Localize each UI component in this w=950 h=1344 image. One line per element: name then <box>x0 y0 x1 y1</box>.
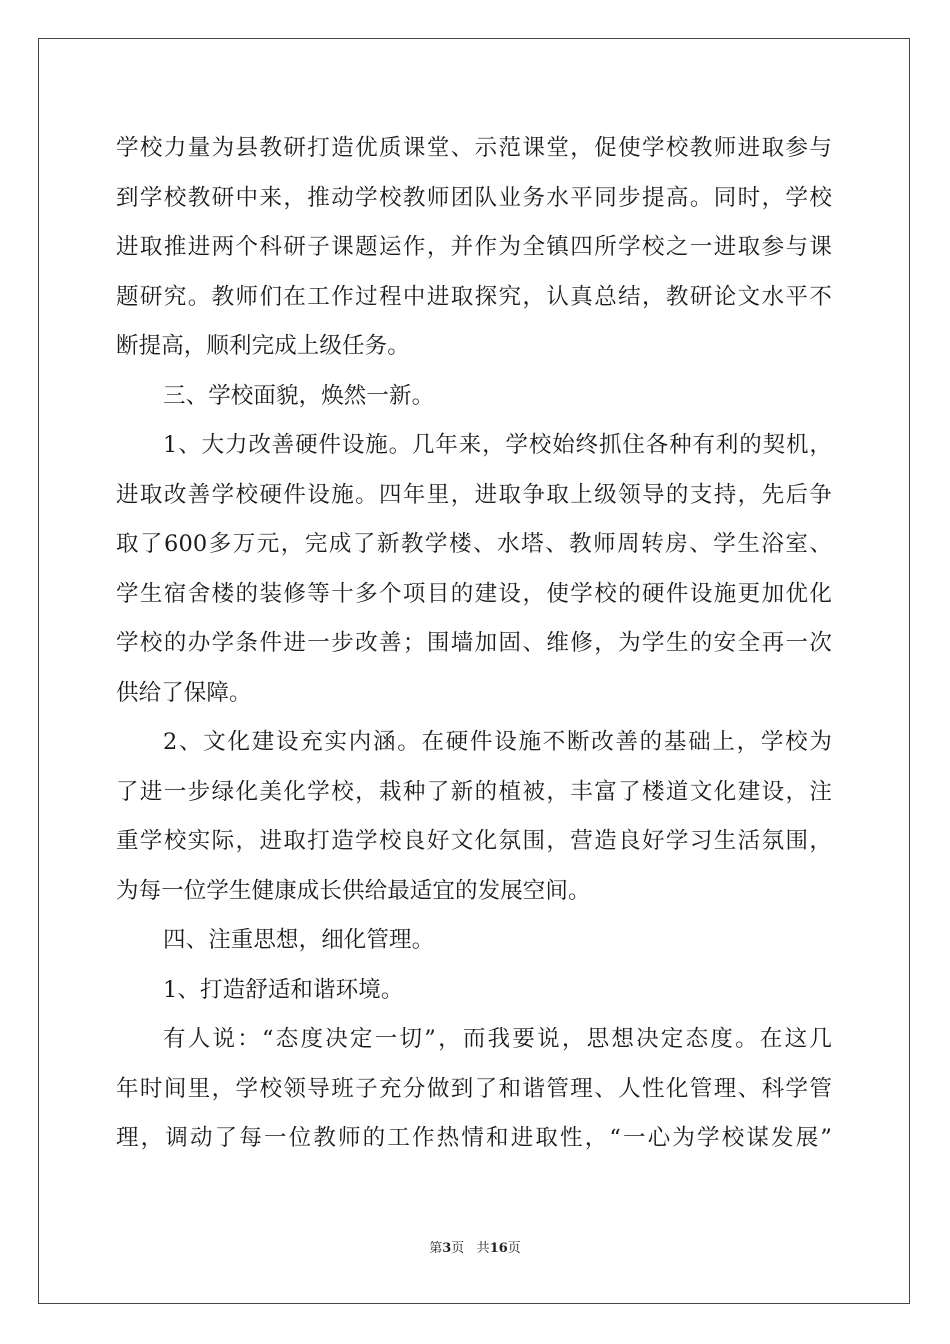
page-footer <box>0 1239 950 1259</box>
text-line: 年时间里，学校领导班子充分做到了和谐管理、人性化管理、科学管 <box>116 1075 832 1102</box>
text-line: 断提高，顺利完成上级任务。 <box>116 333 410 359</box>
document-body <box>116 124 832 1164</box>
text-line: 1、打造舒适和谐环境。 <box>163 976 404 1003</box>
text-line: 1、大力改善硬件设施。几年来，学校始终抓住各种有利的契机， <box>163 432 832 458</box>
total-page-count: 16 <box>489 1241 508 1256</box>
text-line: 取了600多万元，完成了新教学楼、水塔、教师周转房、学生浴室、 <box>116 531 832 557</box>
text-line: 进取改善学校硬件设施。四年里，进取争取上级领导的支持，先后争 <box>116 481 832 508</box>
text-line: 有人说：“态度决定一切”，而我要说，思想决定态度。在这几 <box>163 1026 832 1052</box>
text-line: 了进一步绿化美化学校，栽种了新的植被，丰富了楼道文化建设，注 <box>116 778 832 805</box>
text-line: 理，调动了每一位教师的工作热情和进取性，“一心为学校谋发展” <box>116 1125 832 1151</box>
text-line: 供给了保障。 <box>116 679 252 706</box>
total-pages-suffix: 页 <box>507 1241 521 1256</box>
text-line: 学生宿舍楼的装修等十多个项目的建设，使学校的硬件设施更加优化 <box>116 580 832 607</box>
text-line: 学校的办学条件进一步改善；围墙加固、维修，为学生的安全再一次 <box>116 630 832 656</box>
text-line: 重学校实际，进取打造学校良好文化氛围，营造良好学习生活氛围， <box>116 828 832 854</box>
text-line: 四、注重思想，细化管理。 <box>163 927 435 953</box>
text-line: 到学校教研中来，推动学校教师团队业务水平同步提高。同时，学校 <box>116 184 832 211</box>
text-line: 为每一位学生健康成长供给最适宜的发展空间。 <box>116 877 591 904</box>
text-line: 2、文化建设充实内涵。在硬件设施不断改善的基础上，学校为 <box>163 729 832 755</box>
total-pages-prefix: 共 <box>476 1241 490 1256</box>
page-number-prefix: 第 <box>429 1241 443 1256</box>
text-line: 题研究。教师们在工作过程中进取探究，认真总结，教研论文水平不 <box>116 283 832 310</box>
text-line: 进取推进两个科研子课题运作，并作为全镇四所学校之一进取参与课 <box>116 234 832 260</box>
page-number-suffix: 页 <box>451 1241 465 1256</box>
current-page-number: 3 <box>442 1241 452 1256</box>
text-line: 三、学校面貌，焕然一新。 <box>163 382 435 409</box>
text-line: 学校力量为县教研打造优质课堂、示范课堂，促使学校教师进取参与 <box>116 135 832 161</box>
